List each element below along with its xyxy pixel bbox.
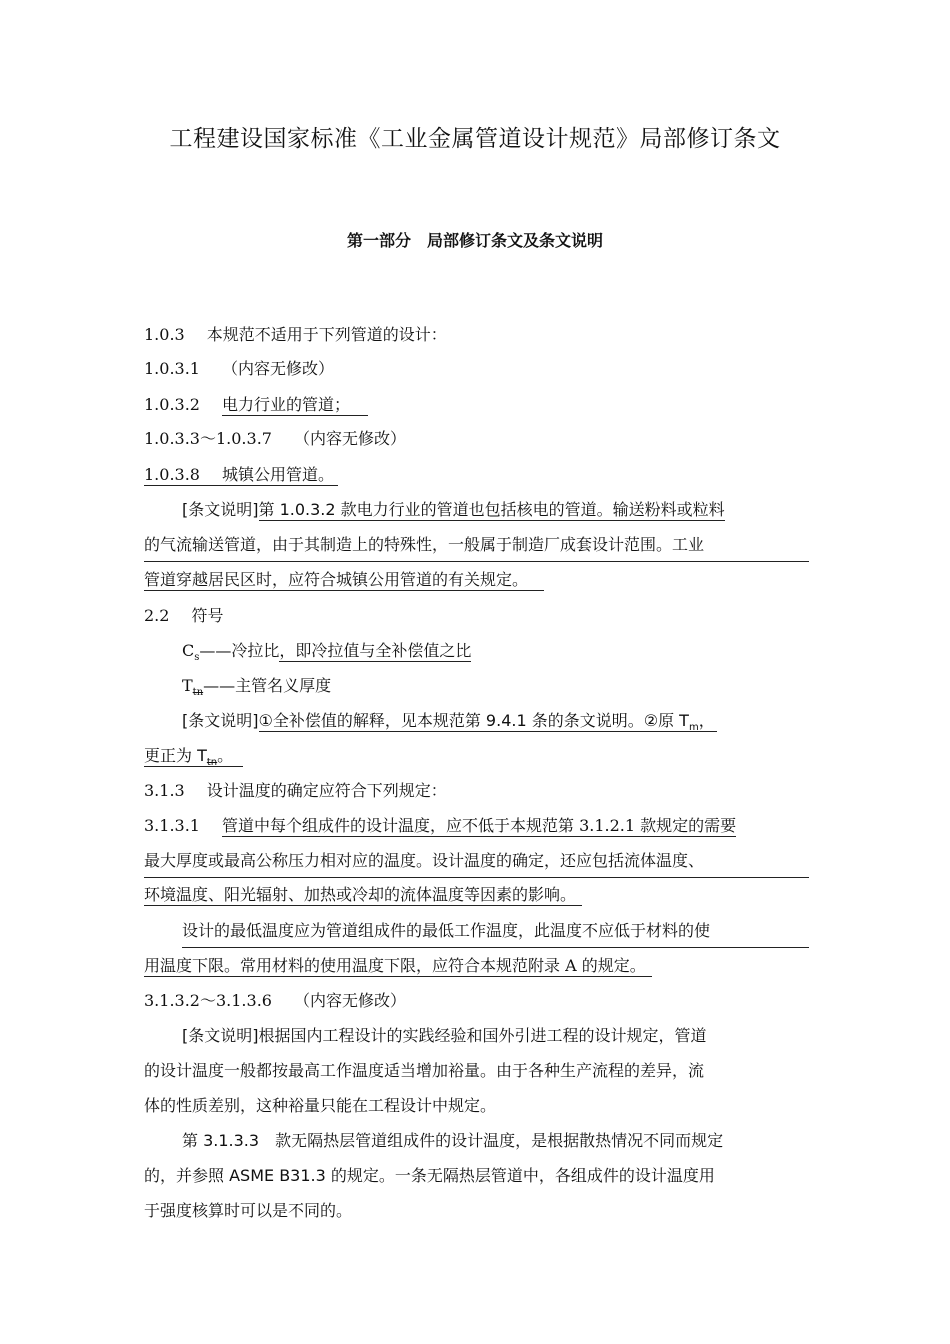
clause-number: 1.0.3 (144, 325, 185, 344)
clause-number: 2.2 (144, 606, 170, 625)
symbol-subscript: s (194, 652, 200, 663)
note-text: 的设计温度一般都按最高工作温度适当增加裕量。由于各种生产流程的差异，流 (144, 1061, 705, 1080)
note-text: 的气流输送管道，由于其制造上的特殊性，一般属于制造厂成套设计范围。工业 (144, 530, 809, 562)
note-1-line-2 (144, 530, 809, 560)
clause-text: 城镇公用管道。 (221, 465, 334, 484)
symbol-definition: ——主管名义厚度 (203, 676, 332, 695)
clause-text: 符号 (191, 606, 224, 625)
section-heading: 第一部分 局部修订条文及条文说明 (346, 231, 603, 250)
note-prefix: [条文说明] (182, 500, 259, 519)
clause-number: 1.0.3.1 (144, 359, 200, 378)
clause-1-0-3-1 (144, 354, 809, 384)
note-text: 于强度核算时可以是不同的。 (144, 1201, 353, 1220)
clause-text-revised: 用温度下限。常用材料的使用温度下限，应符合本规范附录 A 的规定。 (144, 956, 652, 977)
note-text: 体的性质差别，这种裕量只能在工程设计中规定。 (144, 1096, 497, 1115)
clause-text-revised: 管道中每个组成件的设计温度，应不低于本规范第 3.1.2.1 款规定的需要 (221, 816, 737, 835)
note-prefix: [条文说明] (182, 711, 259, 730)
note-3-line-1 (182, 1021, 809, 1051)
clause-1-0-3-2 (144, 390, 809, 420)
clause-3-1-3-1-line-2 (144, 846, 809, 876)
clause-number: 3.1.3.1 (144, 816, 200, 835)
symbol-ttn (182, 671, 847, 701)
clause-number: 1.0.3.3～1.0.3.7 (144, 429, 272, 448)
note-1-line-3 (144, 565, 809, 595)
note-text: [条文说明]根据国内工程设计的实践经验和国外引进工程的设计规定，管道 (182, 1026, 707, 1045)
note-1-line-1 (182, 495, 809, 525)
note-4-line-1 (182, 1126, 809, 1156)
clause-3-1-3-1-para-2-line-2 (144, 951, 809, 981)
note-text-end: 。 (217, 746, 234, 765)
clause-number: 1.0.3.8 (144, 465, 200, 484)
note-3-line-2 (144, 1056, 809, 1086)
clause-text-revised: 环境温度、阳光辐射、加热或冷却的流体温度等因素的影响。 (144, 885, 582, 906)
clause-number: 1.0.3.2 (144, 395, 200, 414)
note-subscript: m (688, 722, 699, 733)
symbol-definition: ——冷拉比 (199, 641, 280, 660)
clause-3-1-3-2-to-6 (144, 986, 809, 1016)
clause-3-1-3 (144, 776, 809, 806)
symbol-subscript: tn (192, 687, 204, 698)
clause-3-1-3-1-line-3 (144, 880, 809, 910)
note-subscript: tn (206, 757, 218, 768)
clause-revised-full (144, 465, 338, 486)
note-text: 第 1.0.3.2 款电力行业的管道也包括核电的管道。输送粉料或粒料 (258, 500, 725, 519)
note-text-end: ， (698, 711, 715, 730)
document-title: 工程建设国家标准《工业金属管道设计规范》局部修订条文 (169, 126, 781, 152)
clause-text-revised: 最大厚度或最高公称压力相对应的温度。设计温度的确定，还应包括流体温度、 (144, 846, 809, 878)
note-text-main: ①全补偿值的解释，见本规范第 9.4.1 条的条文说明。②原 T (258, 711, 689, 730)
note-4-line-2 (144, 1161, 809, 1191)
clause-1-0-3-8 (144, 460, 809, 490)
symbol-letter: C (182, 641, 195, 660)
clause-3-1-3-1-para-2-line-1 (182, 916, 809, 946)
symbol-letter: T (182, 676, 193, 695)
symbol-definition-revised: ，即冷拉值与全补偿值之比 (279, 641, 472, 660)
note-2-line-2 (144, 741, 809, 771)
section-2-2 (144, 601, 809, 631)
clause-number: 3.1.3.2～3.1.3.6 (144, 991, 272, 1010)
note-text: 的，并参照 ASME B31.3 的规定。一条无隔热层管道中，各组成件的设计温度用 (144, 1166, 715, 1185)
clause-text: （内容无修改） (221, 359, 334, 378)
note-4-line-3 (144, 1196, 809, 1226)
symbol-cs (182, 636, 847, 666)
clause-text-revised: 设计的最低温度应为管道组成件的最低工作温度，此温度不应低于材料的使 (182, 916, 809, 948)
clause-1-0-3-3-to-7 (144, 424, 809, 454)
note-text (144, 746, 243, 767)
clause-text: 设计温度的确定应符合下列规定： (206, 781, 447, 800)
note-text: 管道穿越居民区时，应符合城镇公用管道的有关规定。 (144, 570, 544, 591)
clause-text: 本规范不适用于下列管道的设计： (206, 325, 447, 344)
clause-text: （内容无修改） (293, 429, 406, 448)
clause-3-1-3-1-line-1 (144, 811, 809, 841)
clause-number: 3.1.3 (144, 781, 185, 800)
note-text: 第 3.1.3.3 款无隔热层管道组成件的设计温度，是根据散热情况不同而规定 (182, 1131, 724, 1150)
note-text-main: 更正为 T (144, 746, 207, 765)
note-text (259, 711, 717, 732)
clause-1-0-3 (144, 320, 809, 350)
clause-text-revised: 电力行业的管道； (222, 395, 368, 416)
note-2-line-1 (182, 706, 809, 736)
clause-text: （内容无修改） (293, 991, 406, 1010)
note-3-line-3 (144, 1091, 809, 1121)
